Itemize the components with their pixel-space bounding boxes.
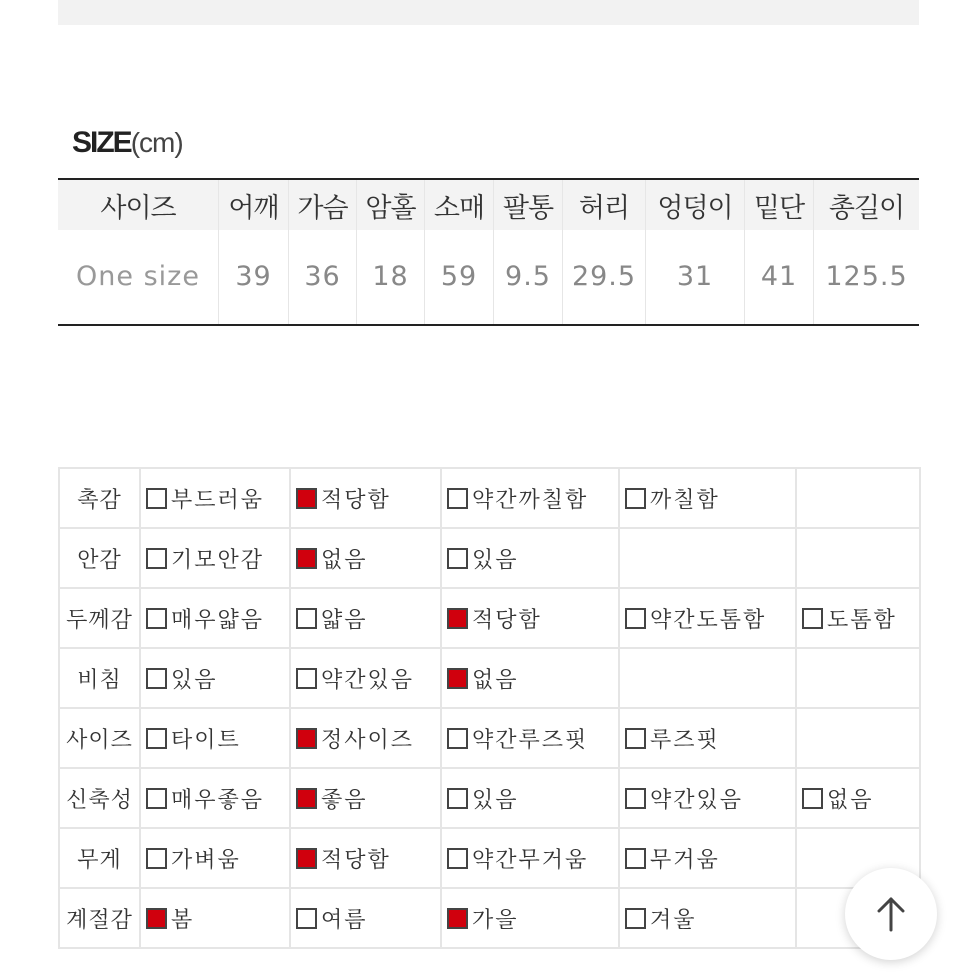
attribute-option xyxy=(290,468,441,528)
attribute-option xyxy=(290,588,441,648)
attribute-label: 촉감 xyxy=(59,468,140,528)
attribute-option-label: 적당함 xyxy=(472,607,542,633)
checkbox-unchecked-icon xyxy=(802,608,823,629)
attribute-label: 계절감 xyxy=(59,888,140,948)
attribute-option-label: 약간있음 xyxy=(650,787,744,813)
checkbox-unchecked-icon xyxy=(625,608,646,629)
attribute-option-content xyxy=(442,663,618,694)
attribute-option-content xyxy=(141,903,289,934)
empty-cell xyxy=(619,648,796,708)
checkbox-unchecked-icon xyxy=(146,788,167,809)
attribute-option-label: 있음 xyxy=(472,787,519,813)
size-value-cell: 18 xyxy=(357,230,425,324)
attribute-option-label: 약간도톰함 xyxy=(650,607,767,633)
size-value-cell: 59 xyxy=(425,230,494,324)
attribute-option-label: 있음 xyxy=(472,547,519,573)
attribute-option xyxy=(619,828,796,888)
attribute-option xyxy=(140,828,290,888)
attribute-option-label: 적당함 xyxy=(321,487,391,513)
attribute-option xyxy=(619,768,796,828)
size-header-cell: 어깨 xyxy=(219,180,289,230)
checkbox-unchecked-icon xyxy=(625,848,646,869)
checkbox-unchecked-icon xyxy=(625,908,646,929)
attribute-row xyxy=(59,648,920,708)
size-table-value-row xyxy=(58,230,919,324)
attribute-option-label: 루즈핏 xyxy=(650,727,720,753)
attribute-option-label: 약간무거움 xyxy=(472,847,589,873)
attribute-row xyxy=(59,528,920,588)
checkbox-unchecked-icon xyxy=(625,728,646,749)
size-value-cell: 125.5 xyxy=(825,260,908,292)
attribute-row xyxy=(59,888,920,948)
attribute-row xyxy=(59,768,920,828)
checkbox-unchecked-icon xyxy=(802,788,823,809)
arrow-up-icon xyxy=(875,895,907,933)
attribute-option-content xyxy=(620,603,795,634)
attribute-option-label: 적당함 xyxy=(321,847,391,873)
attribute-option xyxy=(619,708,796,768)
attribute-option-content xyxy=(291,483,440,514)
attribute-option xyxy=(441,828,619,888)
attribute-option-content xyxy=(141,723,289,754)
attribute-option-label: 있음 xyxy=(171,667,218,693)
attribute-option-content xyxy=(442,783,618,814)
attribute-option xyxy=(796,588,920,648)
size-header-cell: 가슴 xyxy=(289,180,357,230)
attribute-option-content xyxy=(442,603,618,634)
empty-cell xyxy=(796,468,920,528)
attribute-option xyxy=(290,828,441,888)
checkbox-unchecked-icon xyxy=(146,548,167,569)
attribute-option-content xyxy=(291,603,440,634)
size-header-cell: 총길이 xyxy=(828,192,905,224)
checkbox-checked-icon xyxy=(296,548,317,569)
attribute-option xyxy=(290,708,441,768)
attribute-option-content xyxy=(141,483,289,514)
checkbox-checked-icon xyxy=(296,788,317,809)
attribute-option-label: 타이트 xyxy=(171,727,241,753)
attribute-option-content xyxy=(291,843,440,874)
attribute-option-label: 약간루즈핏 xyxy=(472,727,589,753)
attribute-option-content xyxy=(141,543,289,574)
size-value-cell: 31 xyxy=(646,230,745,324)
attribute-option-content xyxy=(442,723,618,754)
empty-cell xyxy=(796,708,920,768)
attribute-option xyxy=(441,528,619,588)
attribute-option-content xyxy=(620,723,795,754)
attribute-option xyxy=(441,888,619,948)
attribute-option xyxy=(140,528,290,588)
size-header-cell: 팔통 xyxy=(494,180,563,230)
checkbox-unchecked-icon xyxy=(146,608,167,629)
attribute-option-label: 매우좋음 xyxy=(171,787,265,813)
attribute-option xyxy=(441,648,619,708)
size-title-main: SIZE xyxy=(72,126,131,159)
attribute-row xyxy=(59,588,920,648)
attribute-option-content xyxy=(291,903,440,934)
size-value-cell: 9.5 xyxy=(494,230,563,324)
checkbox-unchecked-icon xyxy=(296,608,317,629)
attribute-option-content xyxy=(442,483,618,514)
attribute-option-label: 약간까칠함 xyxy=(472,487,589,513)
attribute-option xyxy=(290,648,441,708)
fabric-attribute-table xyxy=(58,467,921,949)
attribute-option-content xyxy=(442,543,618,574)
checkbox-checked-icon xyxy=(296,488,317,509)
attribute-option-content xyxy=(797,603,919,634)
size-table-header-row xyxy=(58,180,919,230)
attribute-row xyxy=(59,708,920,768)
attribute-option-content xyxy=(141,843,289,874)
attribute-option-content xyxy=(620,483,795,514)
checkbox-unchecked-icon xyxy=(296,668,317,689)
attribute-option xyxy=(140,588,290,648)
checkbox-unchecked-icon xyxy=(146,488,167,509)
empty-cell xyxy=(796,528,920,588)
size-title-unit: (cm) xyxy=(130,127,183,158)
attribute-label: 신축성 xyxy=(59,768,140,828)
attribute-option xyxy=(619,468,796,528)
attribute-option xyxy=(140,708,290,768)
attribute-option-content xyxy=(442,903,618,934)
checkbox-unchecked-icon xyxy=(447,788,468,809)
size-header-cell: 소매 xyxy=(425,180,494,230)
size-header-cell: 허리 xyxy=(563,180,646,230)
top-section-bar xyxy=(58,0,919,25)
size-header-cell: 밑단 xyxy=(745,180,814,230)
attribute-option-label: 봄 xyxy=(171,907,195,933)
attribute-option-label: 여름 xyxy=(321,907,368,933)
size-header-cell: 사이즈 xyxy=(58,180,219,230)
attribute-option-label: 매우얇음 xyxy=(171,607,265,633)
checkbox-unchecked-icon xyxy=(447,548,468,569)
attribute-option-label: 없음 xyxy=(321,547,368,573)
attribute-option-content xyxy=(291,723,440,754)
checkbox-unchecked-icon xyxy=(447,488,468,509)
attribute-option-label: 부드러움 xyxy=(171,487,265,513)
size-value-cell: One size xyxy=(58,230,219,324)
attribute-option-content xyxy=(620,843,795,874)
checkbox-unchecked-icon xyxy=(447,728,468,749)
checkbox-unchecked-icon xyxy=(146,668,167,689)
attribute-label: 무게 xyxy=(59,828,140,888)
checkbox-checked-icon xyxy=(447,668,468,689)
size-header-cell: 엉덩이 xyxy=(646,180,745,230)
checkbox-unchecked-icon xyxy=(447,848,468,869)
attribute-row xyxy=(59,828,920,888)
attribute-option-label: 겨울 xyxy=(650,907,697,933)
attribute-option xyxy=(290,768,441,828)
size-value-cell: 29.5 xyxy=(563,230,646,324)
attribute-option-content xyxy=(797,783,919,814)
attribute-option xyxy=(140,648,290,708)
attribute-option xyxy=(140,468,290,528)
attribute-option-content xyxy=(291,663,440,694)
attribute-option-content xyxy=(141,603,289,634)
attribute-label: 비침 xyxy=(59,648,140,708)
attribute-option-label: 없음 xyxy=(472,667,519,693)
attribute-option-label: 까칠함 xyxy=(650,487,720,513)
attribute-option-content xyxy=(291,783,440,814)
attribute-option xyxy=(441,468,619,528)
attribute-option xyxy=(796,768,920,828)
attribute-option-label: 없음 xyxy=(827,787,874,813)
checkbox-checked-icon xyxy=(447,608,468,629)
attribute-option xyxy=(619,888,796,948)
attribute-option-label: 무거움 xyxy=(650,847,720,873)
attribute-option xyxy=(441,768,619,828)
scroll-to-top-button[interactable] xyxy=(845,868,937,960)
size-value-cell: 39 xyxy=(219,230,289,324)
checkbox-unchecked-icon xyxy=(625,488,646,509)
attribute-option-label: 가벼움 xyxy=(171,847,241,873)
attribute-option-label: 정사이즈 xyxy=(321,727,415,753)
attribute-label: 사이즈 xyxy=(59,708,140,768)
attribute-option-label: 가을 xyxy=(472,907,519,933)
size-value-cell: 36 xyxy=(289,230,357,324)
size-header-cell: 암홀 xyxy=(357,180,425,230)
attribute-option xyxy=(441,708,619,768)
attribute-label: 두께감 xyxy=(59,588,140,648)
size-value-cell: 41 xyxy=(745,230,814,324)
attribute-row xyxy=(59,468,920,528)
attribute-option-label: 도톰함 xyxy=(827,607,897,633)
empty-cell xyxy=(619,528,796,588)
attribute-option xyxy=(290,528,441,588)
attribute-option-content xyxy=(291,543,440,574)
checkbox-unchecked-icon xyxy=(146,728,167,749)
checkbox-checked-icon xyxy=(146,908,167,929)
checkbox-unchecked-icon xyxy=(625,788,646,809)
checkbox-checked-icon xyxy=(296,848,317,869)
empty-cell xyxy=(796,648,920,708)
attribute-option-label: 기모안감 xyxy=(171,547,265,573)
attribute-option-content xyxy=(141,663,289,694)
checkbox-checked-icon xyxy=(296,728,317,749)
checkbox-unchecked-icon xyxy=(146,848,167,869)
attribute-option xyxy=(140,888,290,948)
attribute-option-content xyxy=(620,783,795,814)
checkbox-unchecked-icon xyxy=(296,908,317,929)
attribute-option xyxy=(619,588,796,648)
attribute-option-label: 좋음 xyxy=(321,787,368,813)
size-table xyxy=(58,178,919,326)
attribute-option-content xyxy=(620,903,795,934)
attribute-option-label: 약간있음 xyxy=(321,667,415,693)
size-section-title xyxy=(72,126,183,166)
attribute-option xyxy=(140,768,290,828)
attribute-option-label: 얇음 xyxy=(321,607,368,633)
attribute-option xyxy=(441,588,619,648)
checkbox-checked-icon xyxy=(447,908,468,929)
attribute-option-content xyxy=(442,843,618,874)
attribute-label: 안감 xyxy=(59,528,140,588)
attribute-option-content xyxy=(141,783,289,814)
attribute-option xyxy=(290,888,441,948)
